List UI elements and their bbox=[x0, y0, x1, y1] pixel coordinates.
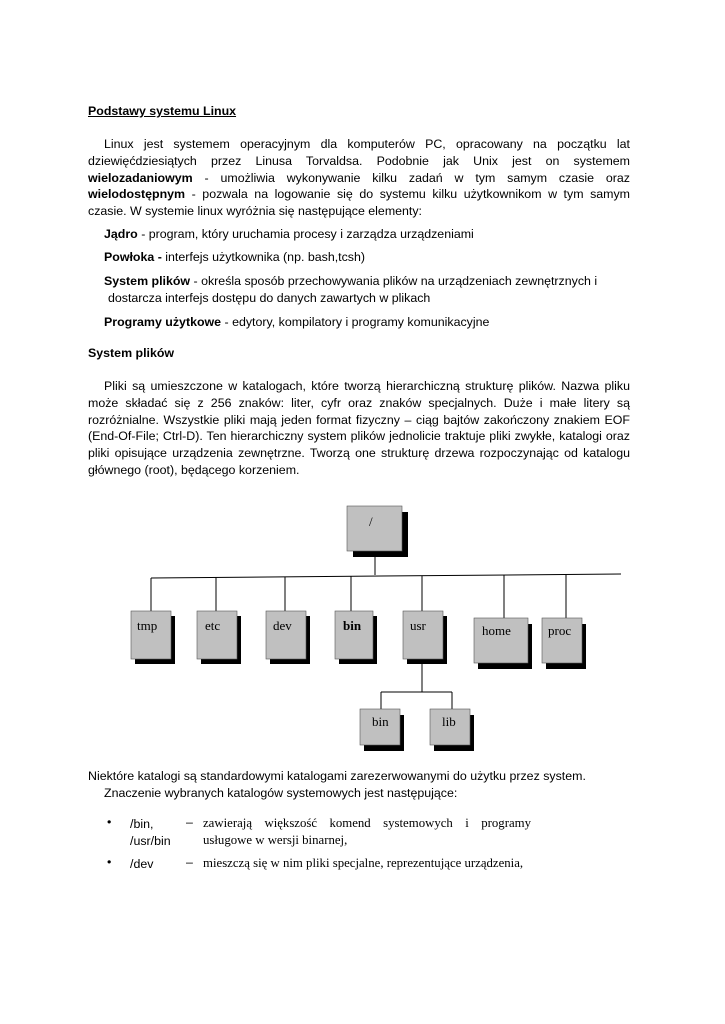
element-desc: interfejs użytkownika (np. bash,tcsh) bbox=[161, 250, 366, 264]
tree-node-dev bbox=[266, 611, 310, 664]
dir-description: zawierają większość komend systemowych i programy usługowe w wersji binarnej, bbox=[203, 816, 531, 847]
element-term: Programy użytkowe bbox=[104, 315, 222, 329]
tree-node-label: lib bbox=[442, 714, 456, 729]
element-desc: - określa sposób przechowywania plików na urządzeniach zewnętrznych i bbox=[190, 274, 598, 288]
element-desc: - edytory, kompilatory i programy komunikacyjne bbox=[221, 315, 490, 329]
tree-node-label: bin bbox=[343, 618, 362, 633]
dir-path-line: /usr/bin bbox=[130, 833, 171, 848]
element-item-filesystem-cont: dostarcza interfejs dostępu do danych zawartych w plikach bbox=[108, 291, 431, 305]
dir-path bbox=[130, 816, 171, 849]
tree-node-label: etc bbox=[205, 618, 221, 633]
dir-path bbox=[130, 856, 153, 873]
tree-node-tmp bbox=[131, 611, 175, 664]
tree-node-usr-bin bbox=[360, 709, 404, 751]
system-dirs-intro: Niektóre katalogi są standardowymi katalogami zarezerwowanymi do użytku przez system. bbox=[88, 769, 586, 783]
intro-bold-multitasking: wielozadaniowym bbox=[88, 170, 193, 185]
element-term: Jądro bbox=[104, 227, 138, 241]
element-term: System plików bbox=[104, 274, 191, 288]
intro-text-2: - umożliwia wykonywanie kilku zadań w tym samym czasie oraz bbox=[192, 170, 630, 185]
tree-node-etc bbox=[197, 611, 241, 664]
list-bullet: • bbox=[107, 855, 112, 869]
tree-node-label: usr bbox=[410, 618, 426, 633]
dir-description: mieszczą się w nim pliki specjalne, reprezentujące urządzenia, bbox=[203, 856, 524, 870]
tree-node-label: bin bbox=[372, 714, 389, 729]
element-term: Powłoka - bbox=[104, 250, 162, 264]
list-dash: – bbox=[186, 855, 193, 869]
filesystem-text: Pliki są umieszczone w katalogach, które tworzą hierarchiczną strukturę plików. Nazwa pliku może składać się z 256 znaków: liter, cyfr oraz znaków specjalnych. Duże i małe litery są rozróżnialne. Wszystkie pliki mają jeden format fizyczny – ciąg bajtów zakończony znakiem EOF (End-Of-File; Ctrl-D). Ten hierarchiczny system plików jednolicie traktuje pliki zwykłe, katalogi oraz pliki opisujące urządzenia zewnętrzne. Tworzą one strukturę drzewa rozpoczynając od katalogu głównego (root), będącego korzeniem. bbox=[88, 379, 630, 477]
intro-bold-multiuser: wielodostępnym bbox=[88, 187, 186, 202]
system-dirs-intro-2: Znaczenie wybranych katalogów systemowych jest następujące: bbox=[104, 786, 458, 800]
tree-node-label: home bbox=[482, 623, 511, 638]
tree-node-label: dev bbox=[273, 618, 292, 633]
tree-node-proc bbox=[542, 618, 586, 669]
tree-node-label: tmp bbox=[137, 618, 158, 633]
list-bullet: • bbox=[107, 815, 112, 829]
tree-node-label: / bbox=[369, 514, 373, 529]
section-heading-filesystem: System plików bbox=[88, 346, 175, 360]
intro-text-1: Linux jest systemem operacyjnym dla komputerów PC, opracowany na początku lat dziewięćdziesiątych przez Linusa Torvaldsa. Podobnie jak Unix jest on systemem bbox=[88, 137, 630, 168]
tree-node-home bbox=[474, 618, 532, 669]
tree-node-bin bbox=[335, 611, 377, 664]
tree-node-usr bbox=[403, 611, 447, 664]
tree-node-label: proc bbox=[548, 623, 572, 638]
dir-path-line: /dev bbox=[130, 857, 154, 871]
element-desc: - program, który uruchamia procesy i zarządza urządzeniami bbox=[137, 227, 474, 241]
intro-text-3: - pozwala na logowanie się do systemu kilku użytkownikom w tym samym czasie. W systemie linux wyróżnia się następujące elementy: bbox=[88, 187, 630, 219]
tree-node-usr-lib bbox=[430, 709, 474, 751]
page-title: Podstawy systemu Linux bbox=[88, 104, 237, 118]
tree-node-root bbox=[347, 506, 408, 557]
list-dash: – bbox=[186, 815, 193, 829]
dir-path-line: /bin, bbox=[130, 817, 154, 831]
